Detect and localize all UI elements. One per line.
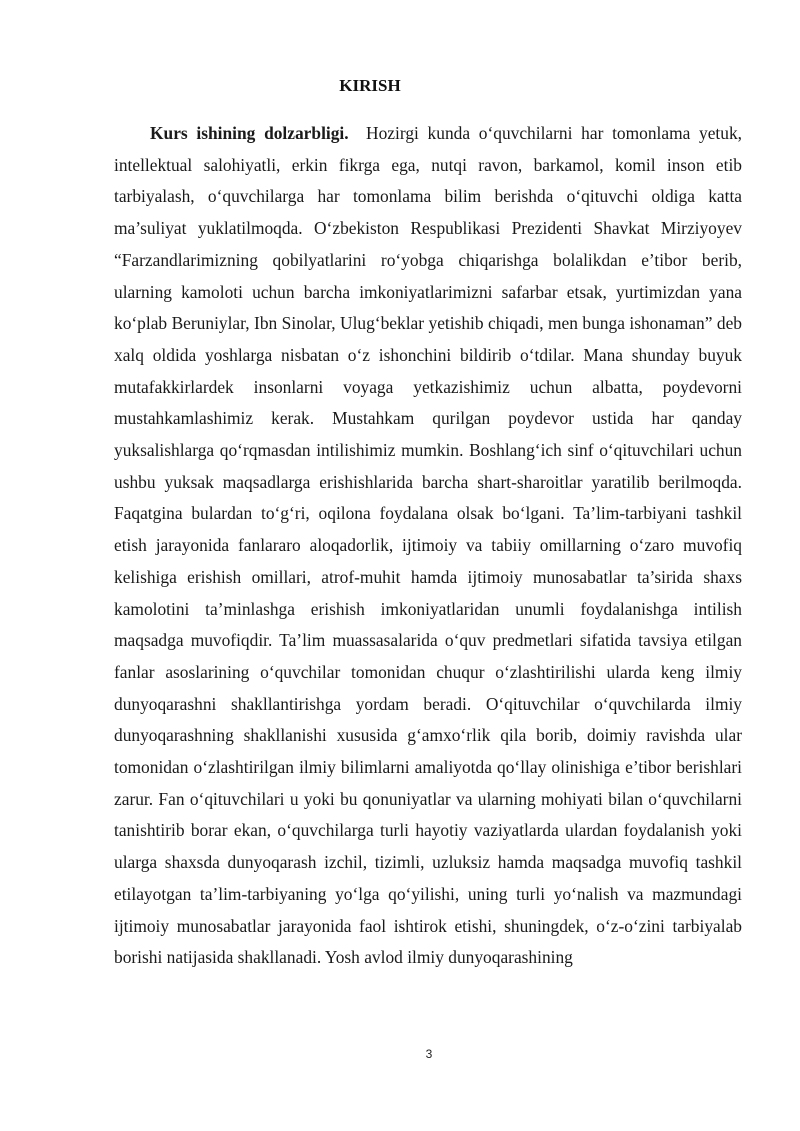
body-paragraph [114,118,742,974]
section-heading: KIRISH [339,76,401,95]
page-number: 3 [425,1047,433,1061]
paragraph-lead: Kurs ishining dolzarbligi. [150,123,349,143]
paragraph-text: Hozirgi kunda o‘quvchilarni har tomonlama yetuk, intellektual salohiyatli, erkin fikrga ega, nutqi ravon, barkamol, komil inson etib tarbiyalash, o‘quvchilarga har tomonlama bilim berishda o‘qituvchi oldiga katta ma’suliyat yuklatilmoqda. O‘zbekiston Respublikasi Prezidenti Shavkat Mirziyoyev “Farzandlarimizning qobilyatlarini ro‘yobga chiqarishga bolalikdan e’tibor berib, ularning kamoloti uchun barcha imkoniyatlarimizni safarbar etsak, yurtimizdan yana ko‘plab Beruniylar, Ibn Sinolar, Ulug‘beklar yetishib chiqadi, men bunga ishonaman” deb xalq oldida yoshlarga nisbatan o‘z ishonchini bildirib o‘tdilar. Mana shunday buyuk mutafakkirlardek insonlarni voyaga yetkazishimiz uchun albatta, poydevorni mustahkamlashimiz kerak. Mustahkam qurilgan poydevor ustida har qanday yuksalishlarga qo‘rqmasdan intilishimiz mumkin. Boshlang‘ich sinf o‘qituvchilari uchun ushbu yuksak maqsadlarga erishishlarida barcha shart-sharoitlar yaratilib berilmoqda. Faqatgina bulardan to‘g‘ri, oqilona foydalana olsak bo‘lgani. Ta’lim-tarbiyani tashkil etish jarayonida fanlararo aloqadorlik, ijtimoiy va tabiiy omillarning o‘zaro muvofiq kelishiga erishish omillari, atrof-muhit hamda ijtimoiy munosabatlar ta’sirida shaxs kamolotini ta’minlashga erishish imkoniyatlaridan unumli foydalanishga intilish maqsadga muvofiqdir. Ta’lim muassasalarida o‘quv predmetlari sifatida tavsiya etilgan fanlar asoslarining o‘quvchilar tomonidan chuqur o‘zlashtirilishi ularda keng ilmiy dunyoqarashni shakllantirishga yordam beradi. O‘qituvchilar o‘quvchilarda ilmiy dunyoqarashning shakllanishi xususida g‘amxo‘rlik qila borib, doimiy ravishda ular tomonidan o‘zlashtirilgan ilmiy bilimlarni amaliyotda qo‘llay olinishiga e’tibor berishlari zarur. Fan o‘qituvchilari u yoki bu qonuniyatlar va ularning mohiyati bilan o‘quvchilarni tanishtirib borar ekan, o‘quvchilarga turli hayotiy vaziyatlarda ulardan foydalanish yoki ularga shaxsda dunyoqarash izchil, tizimli, uzluksiz hamda maqsadga muvofiq tashkil etilayotgan ta’lim-tarbiyaning yo‘lga qo‘yilishi, uning turli yo‘nalish va mazmundagi ijtimoiy munosabatlar jarayonida faol ishtirok etishi, shuningdek, o‘z-o‘zini tarbiyalab borishi natijasida shakllanadi. Yosh avlod ilmiy dunyoqarashining [114,123,742,968]
